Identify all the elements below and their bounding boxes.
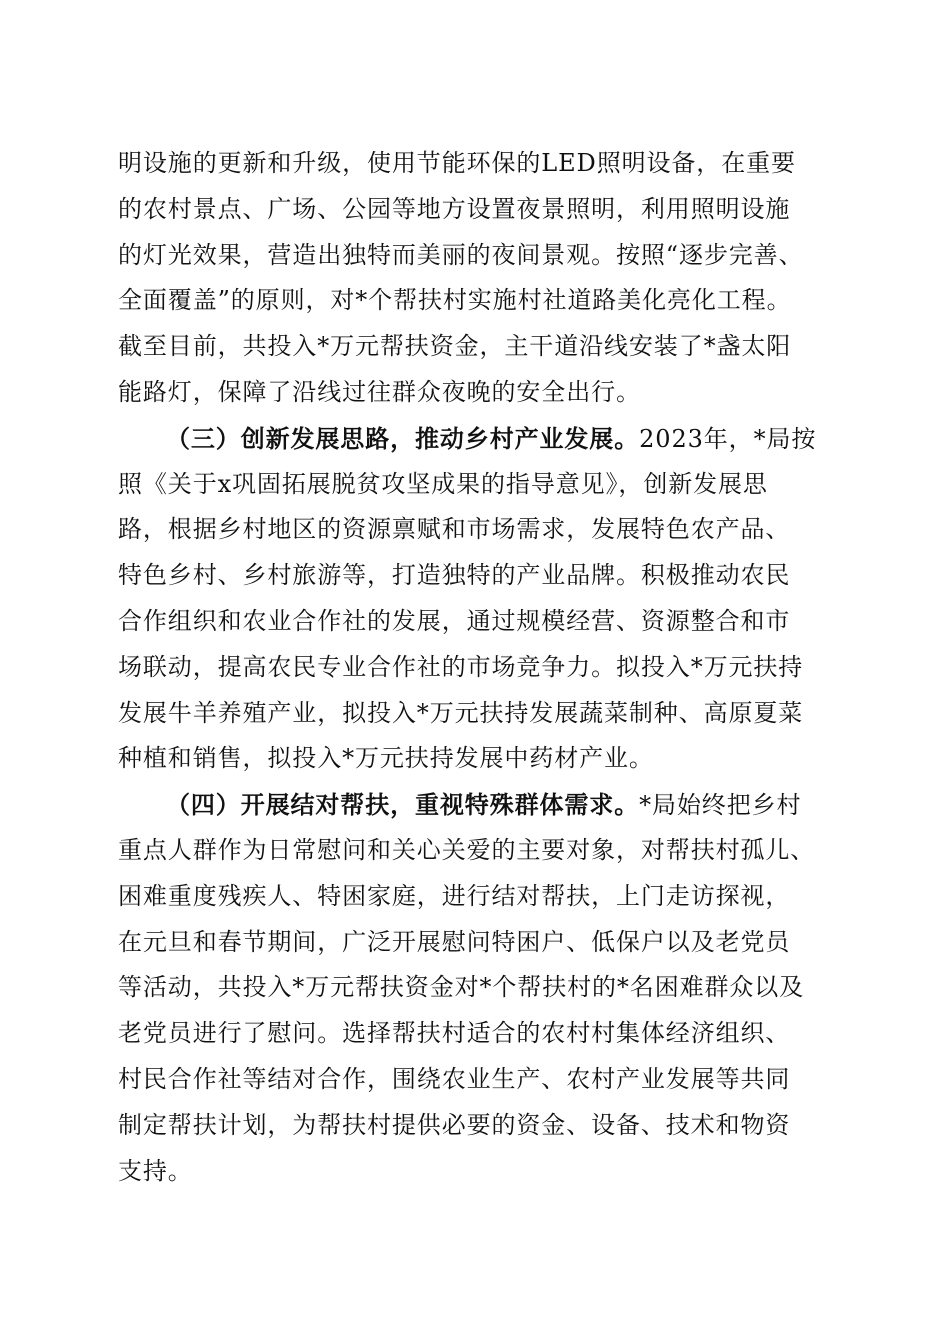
text-line: 重点人群作为日常慰问和关心关爱的主要对象，对帮扶村孤儿、 (118, 835, 816, 864)
text-line: 路，根据乡村地区的资源禀赋和市场需求，发展特色农产品、 (118, 515, 791, 544)
text-line: 的灯光效果，营造出独特而美丽的夜间景观。按照“逐步完善、 (118, 240, 804, 269)
text-line: 老党员进行了慰问。选择帮扶村适合的农村村集体经济组织、 (118, 1019, 791, 1048)
text-line: 的农村景点、广场、公园等地方设置夜景照明，利用照明设施 (118, 194, 791, 223)
text-line: 发展牛羊养殖产业，拟投入*万元扶持发展蔬菜制种、高原夏菜 (118, 698, 804, 727)
document-body (118, 141, 834, 1194)
text-line: 村民合作社等结对合作，围绕农业生产、农村产业发展等共同 (118, 1064, 791, 1093)
text-line: 照《关于x巩固拓展脱贫攻坚成果的指导意见》，创新发展思 (118, 469, 768, 498)
text-line: 等活动，共投入*万元帮扶资金对*个帮扶村的*名困难群众以及 (118, 973, 805, 1002)
text-line: 截至目前，共投入*万元帮扶资金，主干道沿线安装了*盏太阳 (118, 332, 792, 361)
text-line: 全面覆盖”的原则，对*个帮扶村实施村社道路美化亮化工程。 (118, 286, 792, 315)
text-line: 合作组织和农业合作社的发展，通过规模经营、资源整合和市 (118, 606, 791, 635)
section-4-first-line (118, 782, 834, 828)
section-4-first-line-text: *局始终把乡村 (639, 791, 802, 820)
section-3-first-line (118, 416, 834, 462)
text-line: 制定帮扶计划，为帮扶村提供必要的资金、设备、技术和物资 (118, 1110, 791, 1139)
text-line: 能路灯，保障了沿线过往群众夜晚的安全出行。 (118, 377, 641, 406)
text-line: 在元旦和春节期间，广泛开展慰问特困户、低保户以及老党员 (118, 927, 791, 956)
text-line: 场联动，提高农民专业合作社的市场竞争力。拟投入*万元扶持 (118, 652, 804, 681)
text-line: 种植和销售，拟投入*万元扶持发展中药材产业。 (118, 744, 654, 773)
section-3-heading: （三）创新发展思路，推动乡村产业发展。 (166, 423, 640, 453)
section-3-first-line-text: 2023年，*局按 (639, 424, 817, 453)
section-4-heading: （四）开展结对帮扶，重视特殊群体需求。 (166, 790, 640, 820)
text-line: 明设施的更新和升级，使用节能环保的LED照明设备，在重要 (118, 149, 796, 177)
text-line: 特色乡村、乡村旅游等，打造独特的产业品牌。积极推动农民 (118, 561, 791, 590)
text-line: 困难重度残疾人、特困家庭，进行结对帮扶，上门走访探视， (118, 881, 791, 910)
text-line: 支持。 (118, 1156, 193, 1185)
